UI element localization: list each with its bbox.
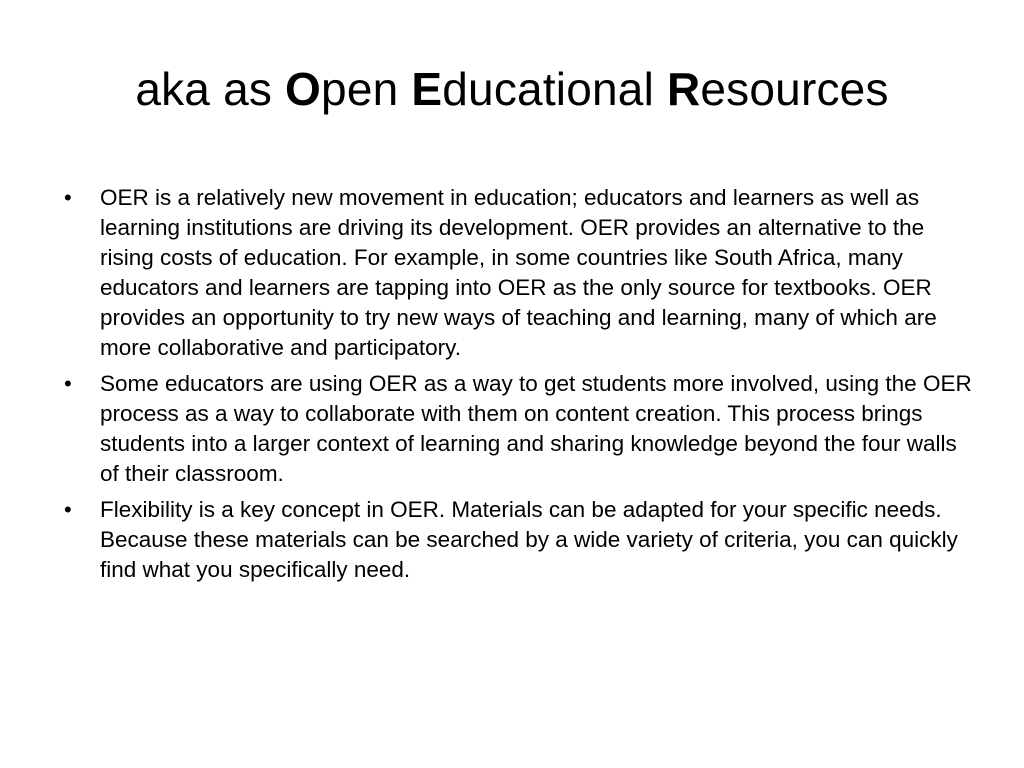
title-part-esources: esources bbox=[700, 63, 889, 115]
slide-title bbox=[0, 62, 1024, 117]
bullet-text: OER is a relatively new movement in education; educators and learners as well as learning institutions are driving its development. OER provides an alternative to the rising costs of education. For example, in some countries like South Africa, many educators and learners are tapping into OER as the only source for textbooks. OER provides an opportunity to try new ways of teaching and learning, many of which are more collaborative and participatory. bbox=[100, 185, 937, 360]
bullet-item bbox=[60, 495, 972, 585]
bullet-icon: • bbox=[64, 185, 72, 210]
bullet-text: Some educators are using OER as a way to get students more involved, using the OER process as a way to collaborate with them on content creation. This process brings students into a larger context of learning and sharing knowledge beyond the four walls of their classroom. bbox=[100, 371, 972, 486]
bullet-icon: • bbox=[64, 497, 72, 522]
bullet-text: Flexibility is a key concept in OER. Materials can be adapted for your specific needs. Because these materials can be searched by a wide variety of criteria, you can quickly find what you specifically need. bbox=[100, 497, 958, 582]
title-part-pen: pen bbox=[321, 63, 412, 115]
title-part-aka-as: aka as bbox=[135, 63, 286, 115]
title-part-ducational: ducational bbox=[442, 63, 667, 115]
bullet-item bbox=[60, 369, 972, 489]
bullet-item bbox=[60, 183, 972, 363]
title-part-e: E bbox=[411, 63, 443, 115]
title-part-o: O bbox=[285, 63, 322, 115]
bullet-list bbox=[60, 183, 972, 591]
title-part-r: R bbox=[666, 63, 701, 115]
bullet-icon: • bbox=[64, 371, 72, 396]
